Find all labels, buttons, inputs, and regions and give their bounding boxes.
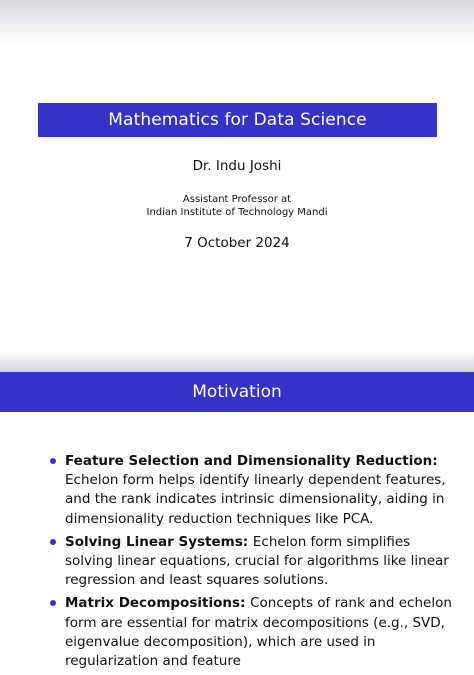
bullet-item (48, 533, 458, 591)
bullet-dot-icon (50, 539, 56, 545)
affiliation-line-1: Assistant Professor at (182, 194, 292, 205)
author-affiliation (0, 193, 474, 219)
bullet-text: Echelon form helps identify linearly dependent features, and the rank indicates intrinsic dimensionality, aiding in dimensionality reduction techniques like PCA. (65, 472, 446, 527)
bullet-text: Echelon form simplifies solving linear equations, crucial for algorithms like linear regression and least squares solutions. (65, 533, 449, 589)
presentation-title-bar (38, 103, 437, 137)
bullet-heading: Solving Linear Systems: (65, 533, 253, 550)
bullet-heading: Feature Selection and Dimensionality Reduction: (65, 453, 438, 469)
bullet-text: Concepts of rank and echelon form are essential for matrix decompositions (e.g., SVD, eigenvalue decomposition), which are used in regularization and feature (65, 595, 452, 670)
page-divider (0, 352, 474, 372)
frame-title-bar (0, 372, 474, 412)
bullet-dot-icon (50, 600, 56, 606)
bullet-item (48, 594, 458, 671)
bullet-heading: Matrix Decompositions: (65, 595, 251, 612)
motivation-bullet-list (48, 452, 458, 675)
presentation-title: Mathematics for Data Science (108, 110, 367, 130)
affiliation-line-2: Indian Institute of Technology Mandi (146, 207, 328, 218)
author-name: Dr. Indu Joshi (192, 158, 282, 174)
presentation-date: 7 October 2024 (184, 235, 290, 251)
top-shadow (0, 0, 474, 44)
bullet-item (48, 452, 458, 529)
frame-title: Motivation (192, 382, 282, 402)
bullet-dot-icon (50, 458, 56, 464)
